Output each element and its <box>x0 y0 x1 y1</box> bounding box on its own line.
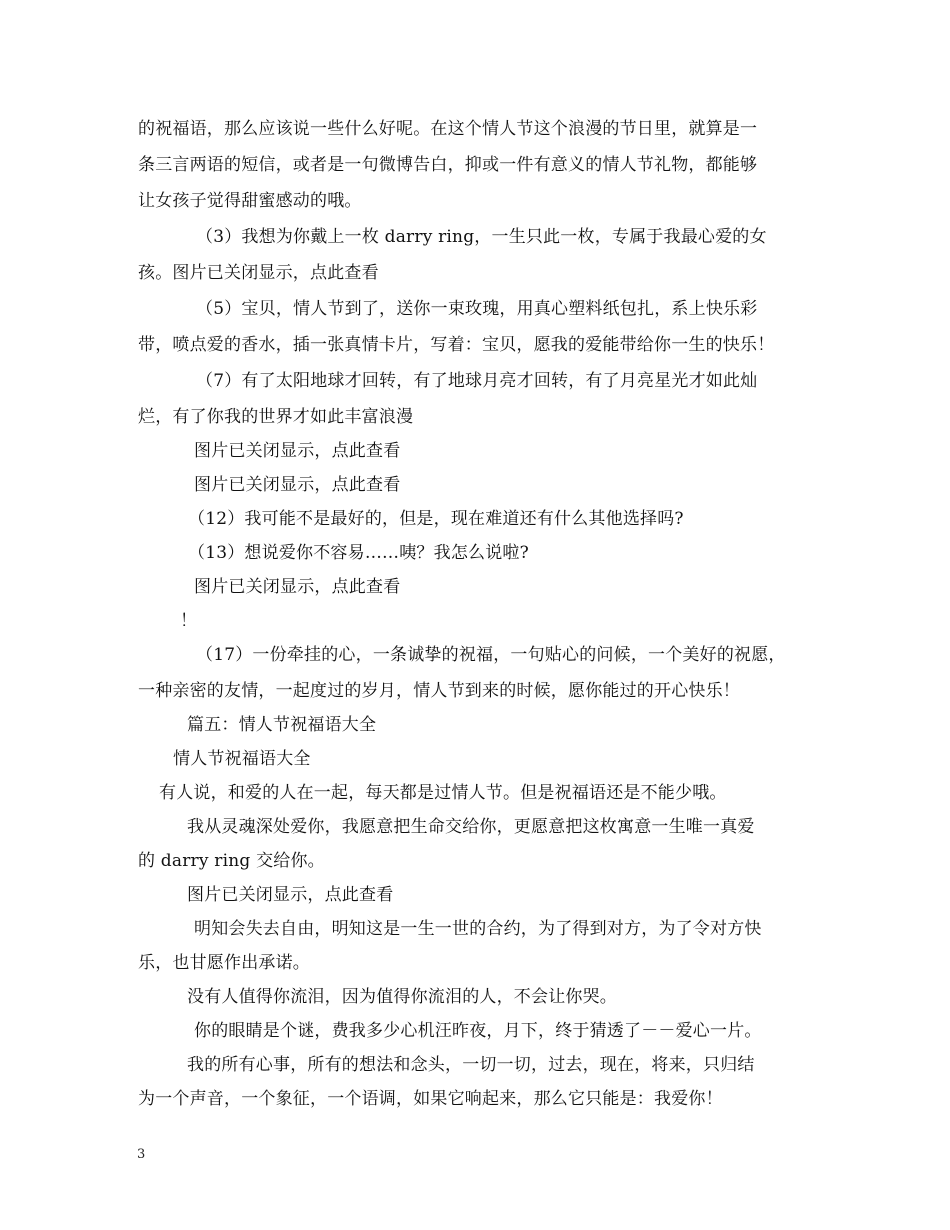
page-number: 3 <box>137 1147 146 1162</box>
text-line: 条三言两语的短信，或者是一句微博告白，抑或一件有意义的情人节礼物，都能够 <box>138 155 758 175</box>
text-line: 的祝福语，那么应该说一些什么好呢。在这个情人节这个浪漫的节日里，就算是一 <box>138 119 758 139</box>
text-line: 让女孩子觉得甜蜜感动的哦。 <box>138 191 362 211</box>
text-line: ！ <box>180 611 198 631</box>
text-line: 有人说，和爱的人在一起，每天都是过情人节。但是祝福语还是不能少哦。 <box>159 783 727 803</box>
text-line: 乐，也甘愿作出承诺。 <box>138 953 310 973</box>
text-line: 一种亲密的友情，一起度过的岁月，情人节到来的时候，愿你能过的开心快乐！ <box>138 681 740 701</box>
text-line: 你的眼睛是个谜，费我多少心机汪昨夜，月下，终于猜透了－－爱心一片。 <box>194 1021 762 1041</box>
text-line: （5）宝贝，情人节到了，送你一束玫瑰，用真心塑料纸包扎，系上快乐彩 <box>196 299 758 319</box>
text-line: （3）我想为你戴上一枚 darry ring，一生只此一枚，专属于我最心爱的女 <box>196 227 767 247</box>
image-placeholder-text: 图片已关闭显示，点此查看 <box>187 885 394 905</box>
text-line: （13）想说爱你不容易……咦？我怎么说啦? <box>188 543 529 563</box>
text-line: 没有人值得你流泪，因为值得你流泪的人，不会让你哭。 <box>187 987 617 1007</box>
text-line: 烂，有了你我的世界才如此丰富浪漫 <box>138 407 414 427</box>
text-line: 我从灵魂深处爱你，我愿意把生命交给你，更愿意把这枚寓意一生唯一真爱 <box>187 817 755 837</box>
image-placeholder-text: 图片已关闭显示，点此查看 <box>194 577 401 597</box>
section-subheading: 情人节祝福语大全 <box>173 749 311 769</box>
text-line: （7）有了太阳地球才回转，有了地球月亮才回转，有了月亮星光才如此灿 <box>196 371 758 391</box>
section-heading: 篇五：情人节祝福语大全 <box>187 715 377 735</box>
text-line: 带，喷点爱的香水，插一张真情卡片，写着：宝贝，愿我的爱能带给你一生的快乐！ <box>138 335 775 355</box>
text-line: 我的所有心事，所有的想法和念头，一切一切，过去，现在，将来，只归结 <box>187 1055 755 1075</box>
text-line: 孩。图片已关闭显示，点此查看 <box>138 263 379 283</box>
image-placeholder-text: 图片已关闭显示，点此查看 <box>194 475 401 495</box>
text-line: （12）我可能不是最好的，但是，现在难道还有什么其他选择吗? <box>188 509 684 529</box>
image-placeholder-text: 图片已关闭显示，点此查看 <box>194 441 401 461</box>
text-line: 为一个声音，一个象征，一个语调，如果它响起来，那么它只能是：我爱你！ <box>138 1089 723 1109</box>
text-line: 的 darry ring 交给你。 <box>138 851 325 871</box>
text-line: 明知会失去自由，明知这是一生一世的合约，为了得到对方，为了令对方快 <box>194 919 762 939</box>
text-line: （17）一份牵挂的心，一条诚挚的祝福，一句贴心的问候，一个美好的祝愿， <box>196 645 786 665</box>
